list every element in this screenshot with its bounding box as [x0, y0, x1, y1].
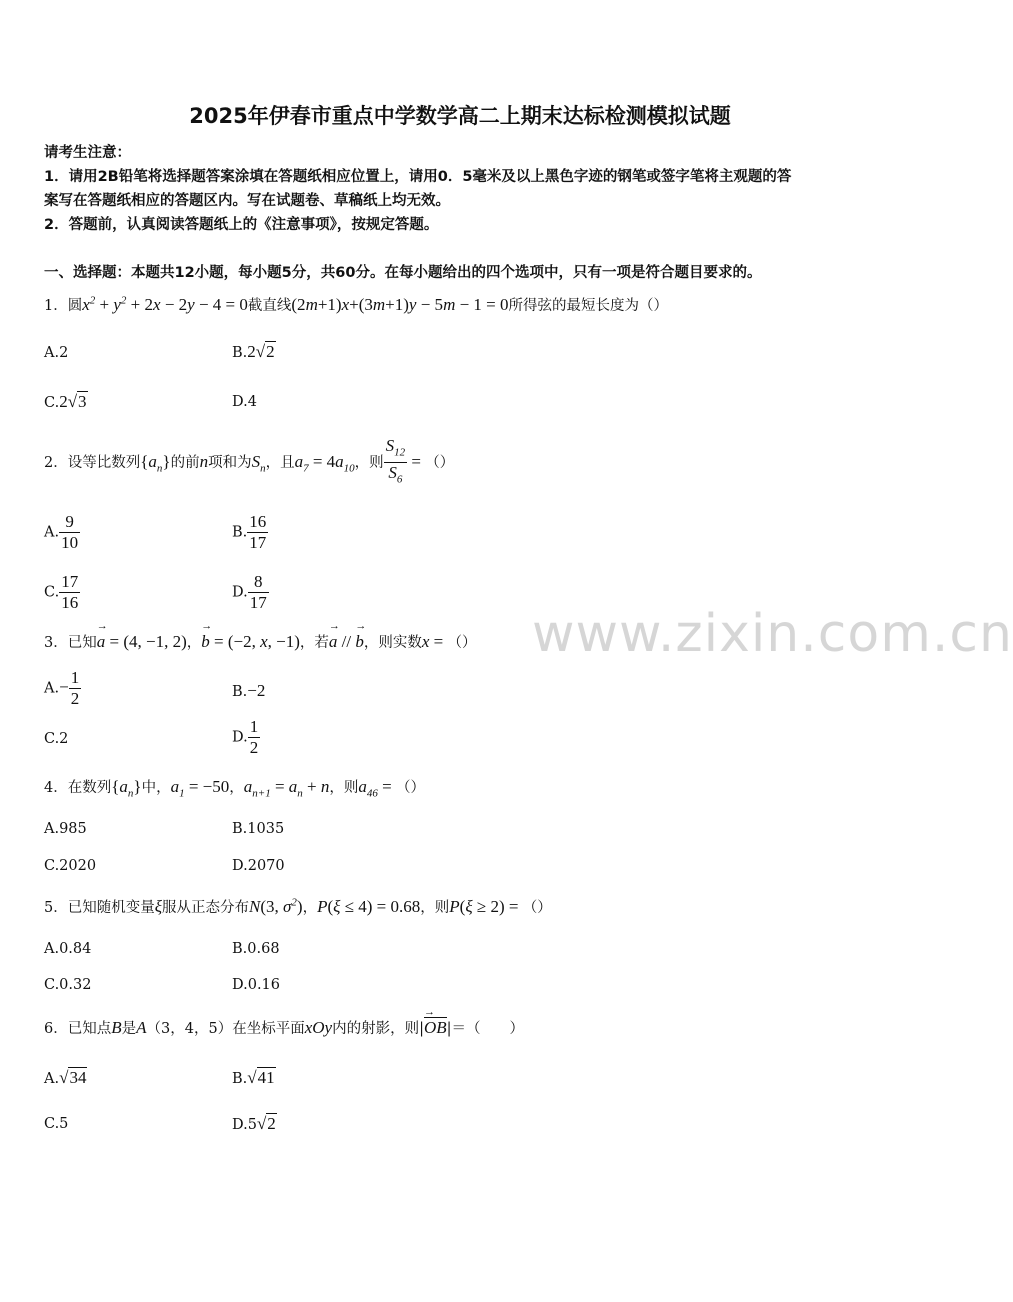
- q3-option-c: C.2: [44, 731, 69, 747]
- q1-option-b: B.2√2: [232, 342, 275, 361]
- q5-option-a: A.0.84: [44, 941, 92, 957]
- notice-heading: 请考生注意：: [44, 145, 131, 161]
- q1-option-a: A.2: [44, 345, 69, 361]
- q4-option-d: D.2070: [232, 858, 285, 874]
- q1-option-c: C.2√3: [44, 392, 87, 411]
- q6-option-a: A.√34: [44, 1068, 87, 1087]
- q2-option-c: C. $\frac{17}{16}$: [44, 572, 79, 612]
- question-6: 6．已知点B是A（3，4，5）在坐标平面xOy内的射影，则|→ OB|＝（ ）: [44, 1017, 524, 1038]
- q4-option-b: B.1035: [232, 821, 285, 837]
- q2-option-d: D. $\frac{8}{17}$: [232, 572, 267, 612]
- question-5: 5．已知随机变量ξ服从正态分布N(3, $\sigma^2$)，P(ξ ≤ 4) = 0.68，则P(ξ ≥ 2) = （）: [44, 896, 552, 916]
- notice-line-1b: 案写在答题纸相应的答题区内。写在试题卷、草稿纸上均无效。: [44, 193, 450, 209]
- q4-option-a: A.985: [44, 821, 87, 837]
- section-heading: 一、选择题：本题共12小题，每小题5分，共60分。在每小题给出的四个选项中，只有一项是符合题目要求的。: [44, 265, 762, 281]
- question-3: 3．已知→ a = (4, −1, 2)，→ b = (−2, x, −1)，若→ a // → b，则实数x = （）: [44, 631, 476, 652]
- notice-line-1a: 1．请用2B铅笔将选择题答案涂填在答题纸相应位置上，请用0．5毫米及以上黑色字迹的钢笔或签字笔将主观题的答: [44, 169, 792, 185]
- question-2: 2．设等比数列$\{a_n\}$的前n项和为$S_n$，且$a_7 = 4a_{10}$，则 $\frac{S_{12}}{S_6}$ = （）: [44, 436, 455, 486]
- q1-number: 1．圆: [44, 298, 83, 314]
- q6-option-c: C.5: [44, 1116, 69, 1132]
- question-1: 1．圆$x^2 + y^2 + 2x - 2y - 4 = 0$截直线(2m+1)x+(3m+1)y − 5m − 1 = 0所得弦的最短长度为（）: [44, 294, 669, 314]
- q5-option-b: B.0.68: [232, 941, 280, 957]
- watermark: www.zixin.com.cn: [532, 604, 1013, 664]
- q5-option-c: C.0.32: [44, 977, 92, 993]
- q2-option-b: B. $\frac{16}{17}$: [232, 512, 267, 552]
- page-title: 2025年伊春市重点中学数学高二上期末达标检测模拟试题: [189, 104, 731, 128]
- question-4: 4．在数列$\{a_n\}$中，$a_1 = -50$，$a_{n+1} = a_n + n$，则$a_{46}$ = （）: [44, 777, 425, 800]
- q6-option-b: B.√41: [232, 1068, 275, 1087]
- q2-option-a: A. $\frac{9}{10}$: [44, 512, 79, 552]
- q3-option-b: B.−2: [232, 681, 266, 700]
- q4-option-c: C.2020: [44, 858, 97, 874]
- q1-option-d: D.4: [232, 394, 257, 410]
- q3-option-d: D. $\frac{1}{2}$: [232, 717, 259, 757]
- notice-line-2: 2．答题前，认真阅读答题纸上的《注意事项》，按规定答题。: [44, 217, 439, 233]
- q5-option-d: D.0.16: [232, 977, 281, 993]
- q6-option-d: D.5√2: [232, 1114, 276, 1133]
- q3-option-a: A.− $\frac{1}{2}$: [44, 668, 80, 708]
